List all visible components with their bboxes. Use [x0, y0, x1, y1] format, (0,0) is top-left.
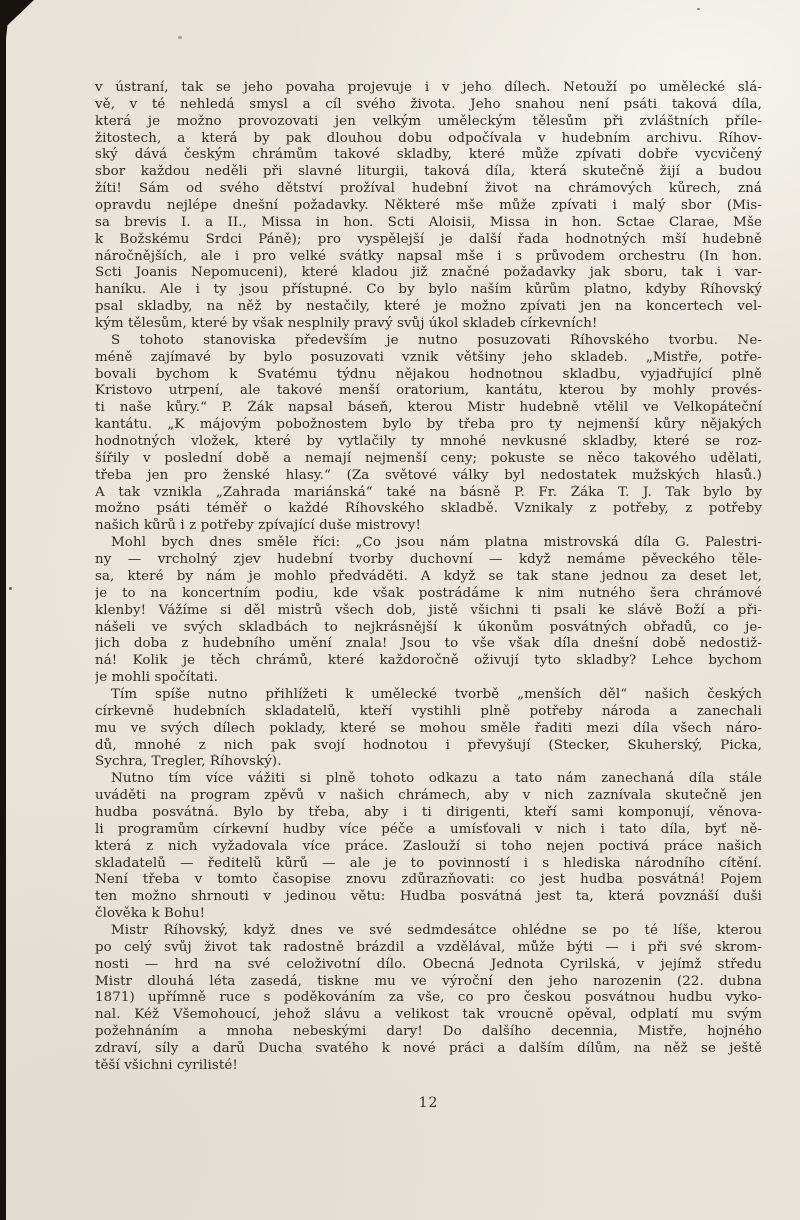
page-text: [95, 80, 762, 1075]
text-line: sa brevis I. a II., Missa in hon. Scti Aloisii, Missa in hon. Sctae Clarae, Mše: [95, 214, 762, 230]
text-line: našich kůrů i z potřeby zpívající duše mistrovy!: [95, 518, 421, 534]
text-line: sbor každou neděli při slavné liturgii, taková díla, která skutečně žijí a budou: [95, 164, 762, 180]
text-line: těší všichni cyrilisté!: [95, 1057, 238, 1073]
text-line: Nutno tím více vážiti si plně tohoto odkazu a tato nám zanechaná díla stále: [111, 771, 762, 787]
text-line: po celý svůj život tak radostně brázdil a vzdělával, může býti — i při své skrom-: [95, 939, 762, 955]
text-line: člověka k Bohu!: [95, 906, 206, 922]
text-line: Není třeba v tomto časopise znovu zdůrazňovati: co jest hudba posvátná! Pojem: [95, 872, 762, 888]
text-line: vě, v té nehledá smysl a cíl svého života. Jeho snahou není psáti taková díla,: [95, 96, 762, 112]
text-line: A tak vznikla „Zahrada mariánská“ také na básně P. Fr. Žáka T. J. Tak bylo by: [95, 484, 762, 500]
text-line: haníku. Ale i ty jsou přístupné. Co by bylo naším kůrům platno, kdyby Říhovský: [95, 282, 762, 298]
text-line: je mohli spočítati.: [95, 670, 219, 686]
text-line: hodnotných vložek, které by vytlačily ty mnohé nevkusné skladby, které se roz-: [95, 434, 762, 450]
text-line: méně zajímavé by bylo posuzovati vznik většiny jeho skladeb. „Mistře, potře-: [95, 349, 762, 365]
text-line: Kristovo utrpení, ale takové menší oratorium, kantátu, kterou by mohly provés-: [95, 383, 762, 399]
paragraph: [95, 80, 762, 333]
text-line: nášeli ve svých skladbách to nejkrásnější k úkonům posvátných obřadů, co je-: [95, 619, 762, 635]
text-line: Sychra, Tregler, Říhovský).: [95, 754, 282, 770]
left-scan-edge: [0, 0, 6, 1220]
text-line: ten možno shrnouti v jedinou větu: Hudba posvátná jest ta, která povznáší duši: [95, 889, 762, 905]
text-line: ský dává českým chrámům takové skladby, které může zpívati dobře vycvičený: [95, 147, 762, 163]
paper-speck: [9, 587, 12, 590]
text-line: je to na koncertním podiu, kde však postrádáme k nim nutného šera chrámové: [95, 585, 762, 601]
text-line: nal. Kéž Všemohoucí, jehož slávu a velikost tak vroucně opěval, odplatí mu svým: [95, 1007, 762, 1023]
text-line: šířily v poslední době a nemají nejmenší ceny; pokuste se něco takového udělati,: [95, 450, 762, 466]
text-line: klenby! Vážíme si děl mistrů všech dob, jistě všichni ti psali ke slávě Boží a při-: [95, 602, 762, 618]
text-line: kým tělesům, které by však nesplnily pravý svůj úkol skladeb církevních!: [95, 316, 598, 332]
text-line: Tím spíše nutno přihlížeti k umělecké tvorbě „menších děl“ našich českých: [111, 686, 762, 702]
text-line: bovali bychom k Svatému týdnu nějakou hodnotnou skladbu, vyjadřující plně: [95, 366, 762, 382]
text-line: která z nich vyžadovala více práce. Zaslouží si toho nejen poctivá práce našich: [95, 838, 762, 854]
text-line: možno psáti téměř o každé Říhovského skladbě. Vznikaly z potřeby, z potřeby: [95, 501, 762, 517]
text-line: hudba posvátná. Bylo by třeba, aby i ti dirigenti, kteří sami komponují, věnova-: [95, 804, 762, 820]
text-line: žíti! Sám od svého dětství prožíval hudební život na chrámových kůrech, zná: [95, 181, 762, 197]
text-line: ny — vrcholný zjev hudební tvorby duchovní — když nemáme pěveckého těle-: [95, 552, 762, 568]
text-line: třeba jen pro ženské hlasy.“ (Za světové války byl nedostatek mužských hlasů.): [95, 467, 762, 483]
paragraph: [95, 923, 762, 1075]
paper-speck: [697, 8, 700, 10]
text-line: skladatelů — ředitelů kůrů — ale je to povinností i s hlediska národního cítění.: [95, 855, 762, 871]
text-line: 1871) upřímně ruce s poděkováním za vše, co pro českou posvátnou hudbu vyko-: [95, 990, 762, 1006]
text-line: mu ve svých dílech poklady, které se mohou směle řaditi mezi díla všech náro-: [95, 720, 762, 736]
paragraph: [95, 333, 762, 535]
text-line: Mohl bych dnes směle říci: „Co jsou nám platna mistrovská díla G. Palestri-: [111, 535, 762, 551]
text-line: která je možno provozovati jen velkým uměleckým tělesům při zvláštních příle-: [95, 113, 762, 129]
text-line: nosti — hrd na své celoživotní dílo. Obecná Jednota Cyrilská, v jejímž středu: [95, 956, 762, 972]
text-line: psal skladby, na něž by nestačily, které je možno zpívati jen na koncertech vel-: [95, 299, 762, 315]
text-line: S tohoto stanoviska především je nutno posuzovati Říhovského tvorbu. Ne-: [111, 332, 762, 348]
text-line: kantátu. „K májovým pobožnostem bylo by třeba pro ty nejmenší kůry nějakých: [95, 417, 762, 433]
text-line: náročnějších, ale i pro velké svátky napsal mše i s průvodem orchestru (In hon.: [95, 248, 762, 264]
text-line: uváděti na program zpěvů v našich chrámech, aby v nich zaznívala skutečně jen: [95, 788, 762, 804]
page-number: 12: [418, 1095, 439, 1111]
text-line: k Božskému Srdci Páně); pro vyspělejší je další řada hodnotných mší hudebně: [95, 231, 762, 247]
paragraph: [95, 687, 762, 771]
paragraph: [95, 771, 762, 923]
text-line: dů, mnohé z nich pak svojí hodnotou i převyšují (Stecker, Skuherský, Picka,: [95, 737, 762, 753]
text-line: ná! Kolik je těch chrámů, které každoročně oživují tyto skladby? Lehce bychom: [95, 653, 762, 669]
paragraph: [95, 535, 762, 687]
text-line: požehnáním a mnoha nebeskými dary! Do dalšího decennia, Mistře, hojného: [95, 1024, 762, 1040]
text-line: zdraví, síly a darů Ducha svatého k nové práci a dalším dílům, na něž se ještě: [95, 1040, 762, 1056]
text-line: žitostech, a která by pak dlouhou dobu odpočívala v hudebním archivu. Říhov-: [95, 130, 762, 146]
text-line: li programům církevní hudby více péče a umísťovali v nich i tato díla, byť ně-: [95, 821, 762, 837]
text-line: jich doba z hudebního umění znala! Jsou to vše však díla dnešní době nedostiž-: [95, 636, 762, 652]
text-line: Mistr dlouhá léta zasedá, tiskne mu ve výroční den jeho narozenin (22. dubna: [95, 973, 762, 989]
paper-speck: [178, 36, 182, 39]
text-line: církevně hudebních skladatelů, kteří vystihli plně potřeby národa a zanechali: [95, 703, 762, 719]
text-line: ti naše kůry.“ P. Žák napsal báseň, kterou Mistr hudebně vtělil ve Velkopáteční: [95, 400, 762, 416]
text-line: sa, které by nám je mohlo předváděti. A když se tak stane jednou za deset let,: [95, 568, 762, 584]
text-line: opravdu nejlépe dnešní požadavky. Některé mše může zpívati i malý sbor (Mis-: [95, 198, 762, 214]
text-line: v ústraní, tak se jeho povaha projevuje i v jeho dílech. Netouží po umělecké slá-: [95, 80, 762, 95]
text-line: Mistr Říhovský, když dnes ve své sedmdesátce ohlédne se po té líše, kterou: [111, 922, 762, 938]
text-line: Scti Joanis Nepomuceni), které kladou již značné požadavky jak sboru, tak i var-: [95, 265, 762, 281]
